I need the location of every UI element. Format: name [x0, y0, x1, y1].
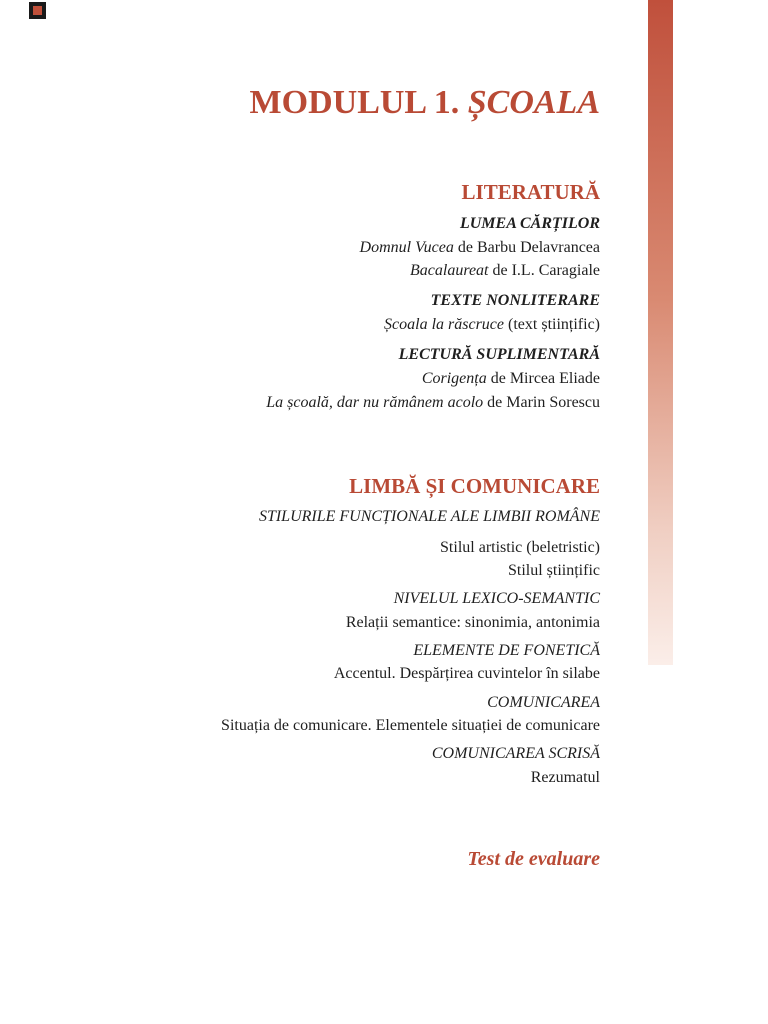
section-limba-heading: LIMBĂ ȘI COMUNICARE: [349, 474, 600, 498]
test-evaluare-link[interactable]: Test de evaluare: [467, 848, 600, 870]
list-item[interactable]: Accentul. Despărțirea cuvintelor în silabe: [333, 665, 600, 682]
work-note: (text științific): [508, 316, 600, 333]
list-item[interactable]: Stilul științific: [507, 562, 600, 579]
work-title: La școală, dar nu rămânem acolo: [266, 394, 484, 411]
comunicarea-scrisa-heading: COMUNICAREA SCRISĂ: [431, 745, 600, 762]
list-item[interactable]: [384, 316, 600, 334]
section-literatura-heading: LITERATURĂ: [461, 180, 600, 204]
module-name: ȘCOALA: [467, 84, 600, 121]
work-title: Școala la răscruce: [384, 316, 505, 333]
module-prefix: MODULUL 1.: [249, 84, 460, 121]
work-author: de Marin Sorescu: [487, 394, 600, 411]
list-item[interactable]: Rezumatul: [530, 769, 600, 786]
work-author: de Barbu Delavrancea: [457, 239, 600, 256]
texte-nonliterare-heading: TEXTE NONLITERARE: [430, 292, 600, 309]
stiluri-heading: STILURILE FUNCȚIONALE ALE LIMBII ROMÂNE: [258, 508, 600, 525]
work-title: Corigența: [421, 370, 487, 387]
work-title: Bacalaureat: [410, 262, 489, 279]
comunicarea-heading: COMUNICAREA: [487, 694, 600, 711]
fonetica-heading: ELEMENTE DE FONETICĂ: [413, 642, 600, 659]
work-author: de Mircea Eliade: [490, 370, 600, 387]
work-title: Domnul Vucea: [359, 239, 454, 256]
corner-square-icon: [29, 2, 46, 19]
list-item[interactable]: [266, 394, 600, 412]
lectura-suplimentara-heading: LECTURĂ SUPLIMENTARĂ: [398, 346, 600, 363]
module-title: [250, 84, 600, 122]
lumea-cartilor-heading: LUMEA CĂRȚILOR: [459, 215, 600, 232]
list-item[interactable]: [422, 370, 600, 388]
side-gradient-bar: [648, 0, 673, 665]
list-item[interactable]: [360, 239, 600, 257]
list-item[interactable]: [410, 262, 600, 280]
corner-square-inner: [33, 6, 42, 15]
list-item[interactable]: Situația de comunicare. Elementele situației de comunicare: [221, 717, 600, 734]
work-author: de I.L. Caragiale: [492, 262, 600, 279]
lexico-heading: NIVELUL LEXICO-SEMANTIC: [393, 590, 600, 607]
list-item[interactable]: Relații semantice: sinonimia, antonimia: [345, 614, 600, 631]
list-item[interactable]: Stilul artistic (beletristic): [440, 539, 600, 556]
